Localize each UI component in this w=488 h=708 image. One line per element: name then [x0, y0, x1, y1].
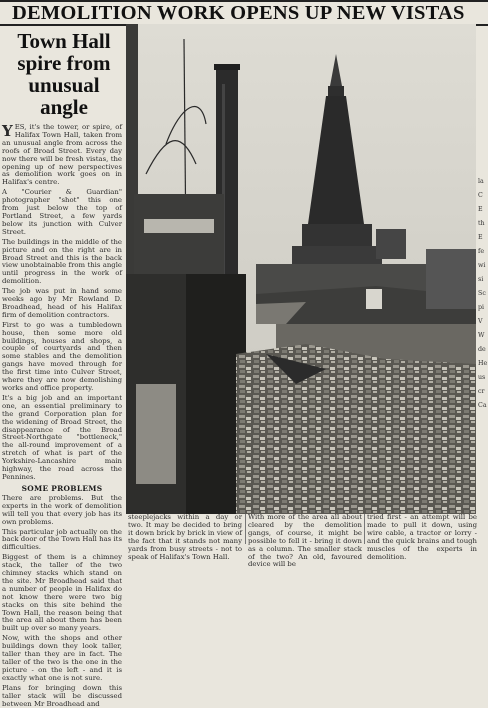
story-paragraph: Plans for bringing down this taller stack will be discussed between Mr Broadhead and	[2, 683, 122, 708]
story-paragraph: The buildings in the middle of the picture and on the right are in Broad Street and this is the back view unobtainable from this angle until progress in the work of demolition.	[2, 237, 122, 286]
edge-fragment: C	[478, 192, 483, 199]
story-title	[4, 30, 124, 118]
title-line: Town Hall	[17, 29, 111, 53]
story-paragraph: The job was put in hand some weeks ago by Mr Rowland D. Broadhead, head of his Halifax firm of demolition contractors.	[2, 287, 122, 319]
story-paragraph: This particular job actually on the back door of the Town Hall has its difficulties.	[2, 527, 122, 552]
title-line: angle	[40, 95, 88, 119]
rubble-heap	[236, 344, 476, 514]
adjacent-column-fragment	[478, 28, 488, 544]
story-paragraph: Biggest of them is a chimney stack, the taller of the two chimney stacks which stand on the site. Mr Broadhead said that a number of people in Halifax do not know there were two big stacks on this site behind the Town Hall, the reason being that the area all about them has been built up over so many years.	[2, 553, 122, 633]
story-paragraph: There are problems. But the experts in the work of demolition will tell you that every job has its own problems.	[2, 493, 122, 526]
edge-fragment: de	[478, 346, 486, 353]
bottom-column: steeplejacks within a day or two. It may be decided to bring it down brick by brick in view of the fact that it stands not many yards from busy streets - not to speak of Halifax's Town Hall.	[128, 513, 242, 561]
page-headline: DEMOLITION WORK OPENS UP NEW VISTAS	[12, 2, 465, 24]
edge-fragment: Sc	[478, 290, 486, 297]
edge-fragment: us	[478, 374, 486, 381]
story-column	[0, 28, 124, 708]
title-line: unusual	[28, 73, 100, 97]
edge-fragment: W	[478, 332, 485, 339]
column-divider	[364, 514, 365, 544]
section-subhead: SOME PROBLEMS	[21, 483, 103, 493]
edge-fragment: la	[478, 178, 484, 185]
edge-fragment: cr	[478, 388, 485, 395]
bottom-column: tried first - an attempt will be made to pull it down, using wire cable, a tractor or lorry - and the quick brains and tough muscles of the experts in demolition.	[367, 513, 477, 561]
edge-fragment: pi	[478, 304, 485, 311]
edge-fragment: E	[478, 234, 483, 241]
story-paragraph: A "Courier & Guardian" photographer "shot" this one from just below the top of Portland Street, a few yards below its junction with Culver Street.	[2, 188, 122, 236]
edge-fragment: V	[478, 318, 483, 325]
demolition-photo	[126, 24, 476, 514]
edge-fragment: si	[478, 276, 484, 283]
story-paragraph: First to go was a tumbledown house, then some more old buildings, houses and shops, a couple of courtyards and then some stables and the demolition gangs have moved through for the first time into Culver Street, where they are now demolishing works and office property.	[2, 320, 122, 392]
edge-fragment: th	[478, 220, 485, 227]
edge-fragment: He	[478, 360, 488, 367]
edge-fragment: fe	[478, 248, 485, 255]
story-paragraph: Now, with the shops and other buildings down they look taller, taller than they are in fact. The taller of the two is the one in the picture - on the left - and it is exactly what one is not sure.	[2, 634, 122, 682]
edge-fragment: E	[478, 206, 483, 213]
bottom-column: With more of the area all about cleared by the demolition gangs, of course, it might be possible to fell it - bring it down as a column. The smaller stack of the two? An old, favoured device will be	[248, 513, 362, 569]
edge-fragment: wi	[478, 262, 486, 269]
story-paragraph: It's a big job and an important one, an essential preliminary to the grand Corporation plan for the widening of Broad Street, the disappearance of the Broad Street-Northgate "bottleneck," the all-round improvement of a stretch of what is part of the Yorkshire-Lancashire main highway, the road across the Pennines.	[2, 393, 122, 481]
column-divider	[245, 514, 246, 544]
story-paragraph: YES, it's the tower, or spire, of Halifax Town Hall, taken from an unusual angle from across the roofs of Broad Street. Every day now there will be fresh vistas, the opening up of new perspectives as demolition work goes on in Halifax's centre.	[2, 122, 122, 187]
title-line: spire from	[17, 51, 111, 75]
edge-fragment: Ca	[478, 402, 487, 409]
